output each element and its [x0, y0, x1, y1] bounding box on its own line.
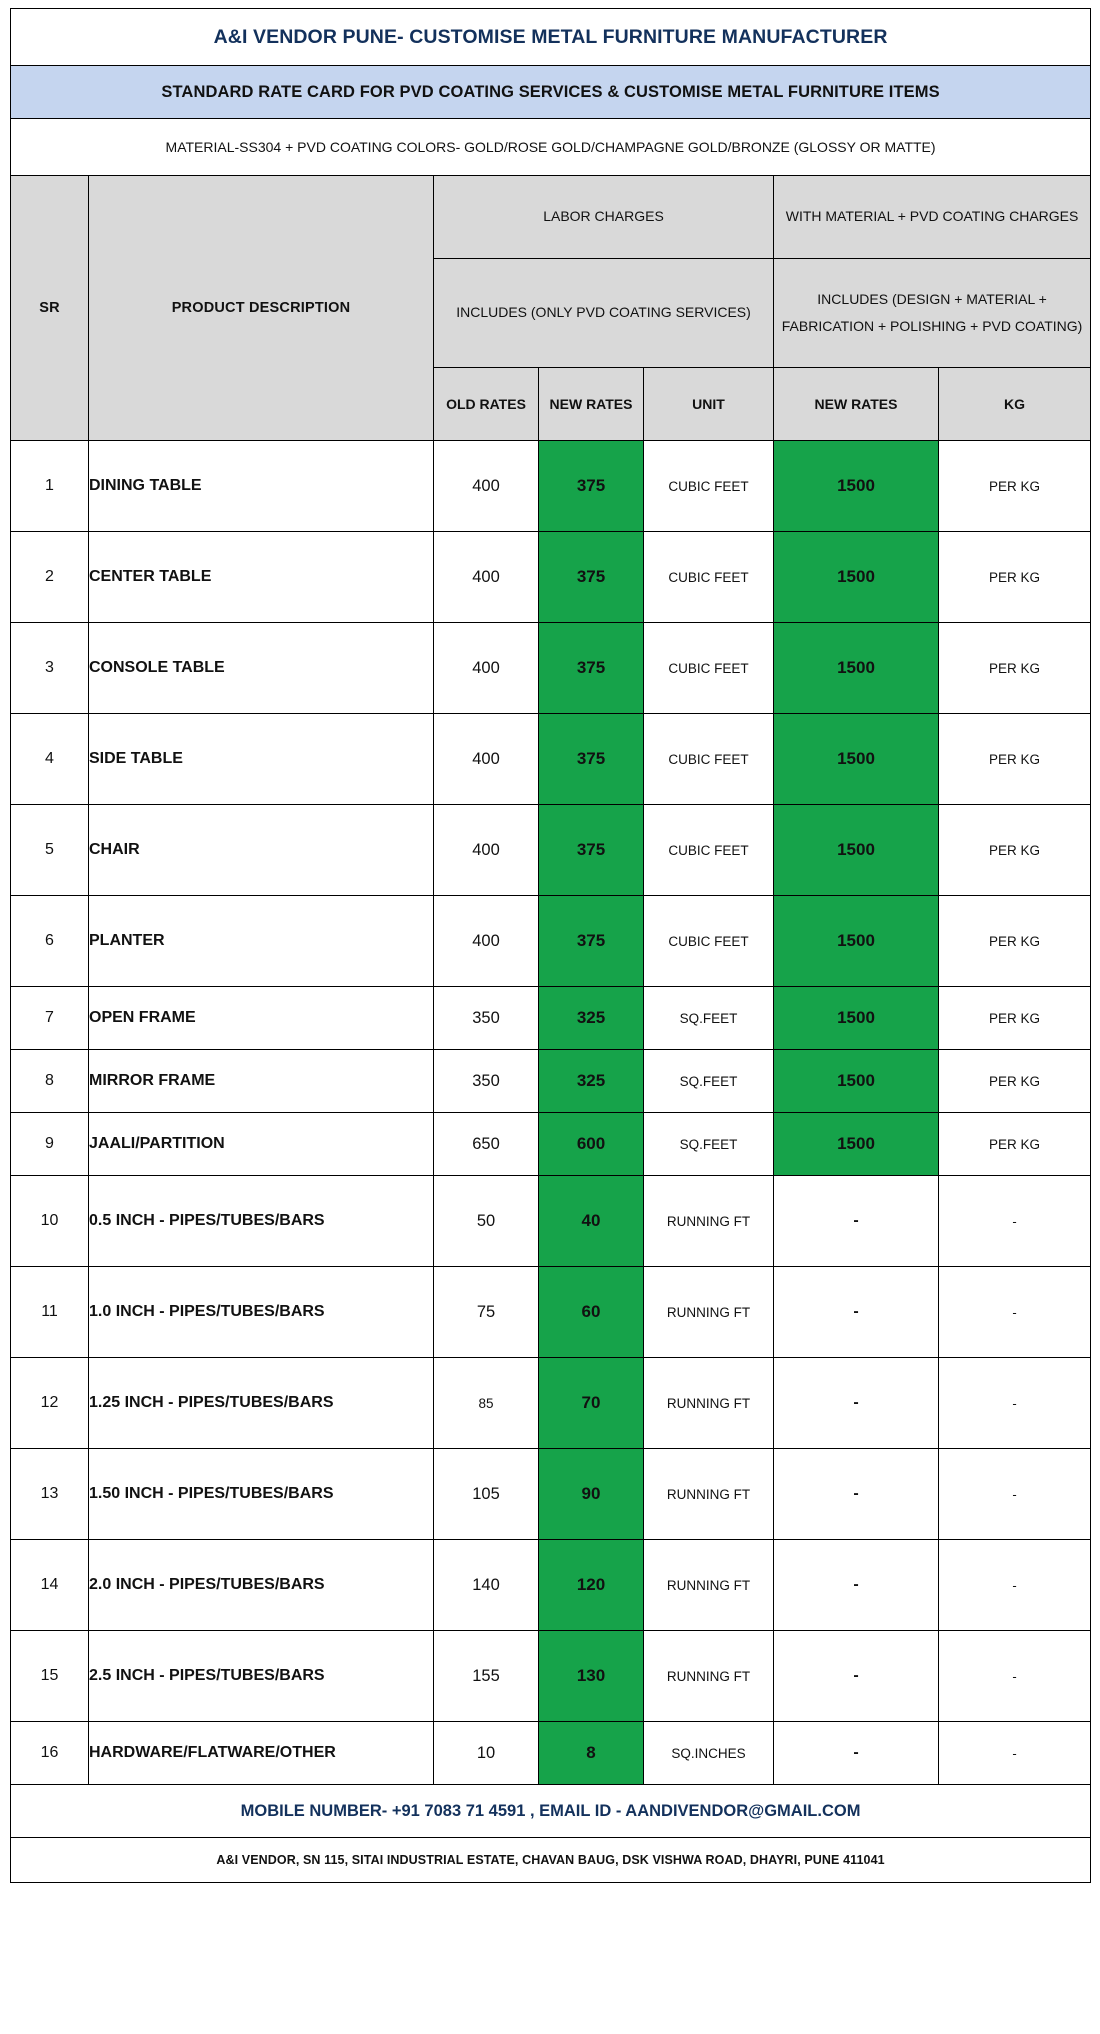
column-header-new-rates-labor: NEW RATES — [539, 368, 644, 441]
column-group-material-includes: INCLUDES (DESIGN + MATERIAL + FABRICATION + POLISHING + PVD COATING) — [774, 259, 1091, 368]
row-serial: 7 — [11, 987, 89, 1050]
column-header-unit: UNIT — [644, 368, 774, 441]
row-new-rate-labor: 375 — [539, 896, 644, 987]
row-unit: RUNNING FT — [644, 1631, 774, 1722]
rate-card-table — [10, 8, 1091, 1883]
row-old-rate: 400 — [434, 896, 539, 987]
row-new-rate-material: 1500 — [774, 532, 939, 623]
row-serial: 15 — [11, 1631, 89, 1722]
document-subtitle: STANDARD RATE CARD FOR PVD COATING SERVICES & CUSTOMISE METAL FURNITURE ITEMS — [11, 66, 1091, 119]
row-new-rate-material: - — [774, 1358, 939, 1449]
row-new-rate-labor: 70 — [539, 1358, 644, 1449]
row-product-description: MIRROR FRAME — [89, 1050, 434, 1113]
row-product-description: 1.50 INCH - PIPES/TUBES/BARS — [89, 1449, 434, 1540]
column-header-old-rates: OLD RATES — [434, 368, 539, 441]
row-unit: RUNNING FT — [644, 1358, 774, 1449]
row-old-rate: 75 — [434, 1267, 539, 1358]
row-unit: CUBIC FEET — [644, 805, 774, 896]
row-serial: 14 — [11, 1540, 89, 1631]
table-row — [11, 805, 1091, 896]
row-product-description: 0.5 INCH - PIPES/TUBES/BARS — [89, 1176, 434, 1267]
table-row — [11, 1050, 1091, 1113]
row-new-rate-labor: 375 — [539, 623, 644, 714]
row-old-rate: 140 — [434, 1540, 539, 1631]
row-kg: - — [939, 1176, 1091, 1267]
row-serial: 10 — [11, 1176, 89, 1267]
row-kg: PER KG — [939, 714, 1091, 805]
column-header-new-rates-material: NEW RATES — [774, 368, 939, 441]
row-product-description: PLANTER — [89, 896, 434, 987]
row-serial: 4 — [11, 714, 89, 805]
row-new-rate-labor: 325 — [539, 987, 644, 1050]
row-new-rate-material: - — [774, 1449, 939, 1540]
row-product-description: SIDE TABLE — [89, 714, 434, 805]
row-old-rate: 10 — [434, 1722, 539, 1785]
table-row — [11, 1113, 1091, 1176]
row-new-rate-material: 1500 — [774, 896, 939, 987]
row-old-rate: 400 — [434, 623, 539, 714]
table-row — [11, 532, 1091, 623]
row-old-rate: 50 — [434, 1176, 539, 1267]
row-new-rate-labor: 375 — [539, 532, 644, 623]
row-product-description: 2.5 INCH - PIPES/TUBES/BARS — [89, 1631, 434, 1722]
row-kg: PER KG — [939, 896, 1091, 987]
row-kg: PER KG — [939, 532, 1091, 623]
row-new-rate-material: 1500 — [774, 1113, 939, 1176]
column-group-labor-includes: INCLUDES (ONLY PVD COATING SERVICES) — [434, 259, 774, 368]
row-serial: 5 — [11, 805, 89, 896]
table-row — [11, 1722, 1091, 1785]
row-new-rate-labor: 90 — [539, 1449, 644, 1540]
row-new-rate-material: - — [774, 1540, 939, 1631]
row-old-rate: 350 — [434, 987, 539, 1050]
row-kg: PER KG — [939, 441, 1091, 532]
row-unit: RUNNING FT — [644, 1449, 774, 1540]
row-new-rate-labor: 375 — [539, 441, 644, 532]
row-unit: SQ.INCHES — [644, 1722, 774, 1785]
row-old-rate: 155 — [434, 1631, 539, 1722]
row-unit: SQ.FEET — [644, 1050, 774, 1113]
title-row — [11, 9, 1091, 66]
row-old-rate: 400 — [434, 714, 539, 805]
row-unit: RUNNING FT — [644, 1540, 774, 1631]
row-product-description: CHAIR — [89, 805, 434, 896]
table-row — [11, 1176, 1091, 1267]
row-serial: 8 — [11, 1050, 89, 1113]
row-product-description: 1.0 INCH - PIPES/TUBES/BARS — [89, 1267, 434, 1358]
row-serial: 12 — [11, 1358, 89, 1449]
row-unit: CUBIC FEET — [644, 623, 774, 714]
row-new-rate-material: 1500 — [774, 714, 939, 805]
row-old-rate: 650 — [434, 1113, 539, 1176]
row-product-description: CENTER TABLE — [89, 532, 434, 623]
footer-contact-row — [11, 1785, 1091, 1838]
row-kg: - — [939, 1449, 1091, 1540]
row-serial: 13 — [11, 1449, 89, 1540]
row-kg: - — [939, 1540, 1091, 1631]
row-unit: RUNNING FT — [644, 1267, 774, 1358]
table-row — [11, 987, 1091, 1050]
row-old-rate: 85 — [434, 1358, 539, 1449]
row-old-rate: 105 — [434, 1449, 539, 1540]
column-header-product-description: PRODUCT DESCRIPTION — [89, 176, 434, 441]
row-new-rate-labor: 130 — [539, 1631, 644, 1722]
footer-contact: MOBILE NUMBER- +91 7083 71 4591 , EMAIL ID - AANDIVENDOR@GMAIL.COM — [11, 1785, 1091, 1838]
row-product-description: DINING TABLE — [89, 441, 434, 532]
row-new-rate-labor: 60 — [539, 1267, 644, 1358]
row-new-rate-labor: 8 — [539, 1722, 644, 1785]
row-new-rate-material: 1500 — [774, 805, 939, 896]
table-row — [11, 441, 1091, 532]
row-product-description: 2.0 INCH - PIPES/TUBES/BARS — [89, 1540, 434, 1631]
row-kg: PER KG — [939, 623, 1091, 714]
material-note: MATERIAL-SS304 + PVD COATING COLORS- GOLD/ROSE GOLD/CHAMPAGNE GOLD/BRONZE (GLOSSY OR MATTE) — [11, 119, 1091, 176]
row-old-rate: 400 — [434, 532, 539, 623]
row-kg: - — [939, 1631, 1091, 1722]
row-new-rate-material: - — [774, 1722, 939, 1785]
row-unit: CUBIC FEET — [644, 532, 774, 623]
row-new-rate-material: 1500 — [774, 441, 939, 532]
row-new-rate-material: 1500 — [774, 1050, 939, 1113]
row-product-description: CONSOLE TABLE — [89, 623, 434, 714]
row-product-description: HARDWARE/FLATWARE/OTHER — [89, 1722, 434, 1785]
row-serial: 11 — [11, 1267, 89, 1358]
row-product-description: JAALI/PARTITION — [89, 1113, 434, 1176]
table-row — [11, 1631, 1091, 1722]
table-row — [11, 1358, 1091, 1449]
row-unit: CUBIC FEET — [644, 441, 774, 532]
document-title: A&I VENDOR PUNE- CUSTOMISE METAL FURNITURE MANUFACTURER — [11, 9, 1091, 66]
row-kg: - — [939, 1358, 1091, 1449]
row-serial: 9 — [11, 1113, 89, 1176]
row-old-rate: 400 — [434, 441, 539, 532]
row-unit: SQ.FEET — [644, 987, 774, 1050]
row-unit: CUBIC FEET — [644, 896, 774, 987]
row-new-rate-material: - — [774, 1176, 939, 1267]
footer-address-row — [11, 1838, 1091, 1883]
table-row — [11, 1540, 1091, 1631]
row-kg: - — [939, 1722, 1091, 1785]
material-note-row — [11, 119, 1091, 176]
row-unit: RUNNING FT — [644, 1176, 774, 1267]
subtitle-row — [11, 66, 1091, 119]
row-serial: 6 — [11, 896, 89, 987]
row-new-rate-labor: 375 — [539, 805, 644, 896]
header-group-row-1 — [11, 176, 1091, 259]
table-row — [11, 896, 1091, 987]
row-unit: SQ.FEET — [644, 1113, 774, 1176]
column-header-sr: SR — [11, 176, 89, 441]
row-new-rate-labor: 40 — [539, 1176, 644, 1267]
table-row — [11, 1449, 1091, 1540]
row-new-rate-material: 1500 — [774, 623, 939, 714]
row-old-rate: 400 — [434, 805, 539, 896]
row-new-rate-labor: 600 — [539, 1113, 644, 1176]
table-row — [11, 714, 1091, 805]
row-serial: 16 — [11, 1722, 89, 1785]
row-new-rate-labor: 325 — [539, 1050, 644, 1113]
row-new-rate-labor: 375 — [539, 714, 644, 805]
column-group-labor-charges: LABOR CHARGES — [434, 176, 774, 259]
row-kg: PER KG — [939, 805, 1091, 896]
row-serial: 1 — [11, 441, 89, 532]
table-row — [11, 1267, 1091, 1358]
row-new-rate-material: - — [774, 1631, 939, 1722]
footer-address: A&I VENDOR, SN 115, SITAI INDUSTRIAL ESTATE, CHAVAN BAUG, DSK VISHWA ROAD, DHAYRI, PUNE 411041 — [11, 1838, 1091, 1883]
row-new-rate-labor: 120 — [539, 1540, 644, 1631]
row-kg: PER KG — [939, 987, 1091, 1050]
column-group-with-material: WITH MATERIAL + PVD COATING CHARGES — [774, 176, 1091, 259]
row-serial: 3 — [11, 623, 89, 714]
row-kg: PER KG — [939, 1050, 1091, 1113]
row-old-rate: 350 — [434, 1050, 539, 1113]
row-product-description: OPEN FRAME — [89, 987, 434, 1050]
row-kg: - — [939, 1267, 1091, 1358]
row-product-description: 1.25 INCH - PIPES/TUBES/BARS — [89, 1358, 434, 1449]
column-header-kg: KG — [939, 368, 1091, 441]
row-kg: PER KG — [939, 1113, 1091, 1176]
table-row — [11, 623, 1091, 714]
row-serial: 2 — [11, 532, 89, 623]
row-new-rate-material: - — [774, 1267, 939, 1358]
row-unit: CUBIC FEET — [644, 714, 774, 805]
row-new-rate-material: 1500 — [774, 987, 939, 1050]
